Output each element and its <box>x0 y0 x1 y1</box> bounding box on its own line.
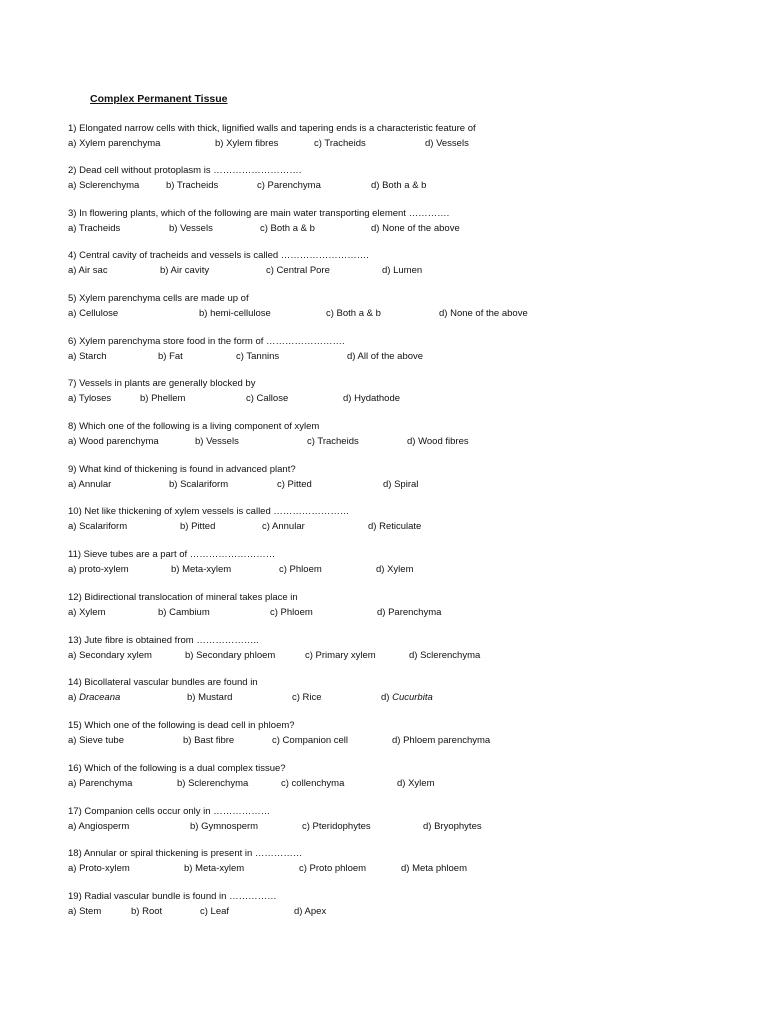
option-c: c) Tracheids <box>307 435 359 447</box>
option-d: d) Bryophytes <box>423 820 482 832</box>
options-row <box>68 649 708 664</box>
question-4 <box>68 249 708 278</box>
page-title: Complex Permanent Tissue <box>90 93 228 105</box>
options-row <box>68 520 708 535</box>
option-a: a) Angiosperm <box>68 820 130 832</box>
option-c: c) Parenchyma <box>257 179 321 191</box>
option-c: c) Companion cell <box>272 734 349 746</box>
option-a: a) Wood parenchyma <box>68 435 159 447</box>
option-a: a) Secondary xylem <box>68 649 152 661</box>
option-b: b) Fat <box>158 350 183 362</box>
option-c: c) Both a & b <box>260 222 315 234</box>
option-b: b) Scalariform <box>169 478 229 490</box>
question-text: 8) Which one of the following is a living component of xylem <box>68 421 320 432</box>
question-6 <box>68 335 708 364</box>
question-12 <box>68 591 708 620</box>
option-b: b) Tracheids <box>166 179 219 191</box>
question-text: 13) Jute fibre is obtained from ……………….. <box>68 635 259 646</box>
question-16 <box>68 762 708 791</box>
question-11 <box>68 548 708 577</box>
option-b: b) Vessels <box>195 435 239 447</box>
question-text: 15) Which one of the following is dead cell in phloem? <box>68 720 295 731</box>
option-d: d) Lumen <box>382 264 423 276</box>
options-row <box>68 862 708 877</box>
question-9 <box>68 463 708 492</box>
option-b: b) hemi-cellulose <box>199 307 271 319</box>
options-row <box>68 179 708 194</box>
options-row <box>68 777 708 792</box>
options-row <box>68 350 708 365</box>
question-1 <box>68 122 708 151</box>
option-d: d) Xylem <box>376 563 414 575</box>
option-b: b) Meta-xylem <box>171 563 232 575</box>
option-b: b) Sclerenchyma <box>177 777 249 789</box>
question-18 <box>68 847 708 876</box>
question-text: 18) Annular or spiral thickening is present in …………… <box>68 848 303 859</box>
option-a: a) Sieve tube <box>68 734 124 746</box>
option-b: b) Gymnosperm <box>190 820 259 832</box>
option-a: a) Proto-xylem <box>68 862 130 874</box>
option-b: b) Bast fibre <box>183 734 235 746</box>
option-b: b) Cambium <box>158 606 210 618</box>
option-d: d) Spiral <box>383 478 419 490</box>
question-2 <box>68 164 708 193</box>
option-d: d) Sclerenchyma <box>409 649 481 661</box>
option-c: c) collenchyma <box>281 777 345 789</box>
option-a: a) Xylem <box>68 606 106 618</box>
question-text: 4) Central cavity of tracheids and vessels is called ………………………. <box>68 250 369 261</box>
question-text: 12) Bidirectional translocation of mineral takes place in <box>68 592 298 603</box>
option-c: c) Both a & b <box>326 307 381 319</box>
option-d: d) Parenchyma <box>377 606 442 618</box>
option-d: d) Wood fibres <box>407 435 469 447</box>
option-c: c) Phloem <box>279 563 322 575</box>
options-row <box>68 563 708 578</box>
options-row <box>68 734 708 749</box>
option-italic-text: Draceana <box>79 691 121 703</box>
options-row <box>68 307 708 322</box>
question-text: 6) Xylem parenchyma store food in the form of ……………………. <box>68 336 345 347</box>
question-text: 5) Xylem parenchyma cells are made up of <box>68 293 249 304</box>
option-a: a) Stem <box>68 905 102 917</box>
question-text: 3) In flowering plants, which of the following are main water transporting element …………. <box>68 208 450 219</box>
option-b: b) Secondary phloem <box>185 649 276 661</box>
option-b: b) Air cavity <box>160 264 210 276</box>
options-row <box>68 222 708 237</box>
option-b: b) Meta-xylem <box>184 862 245 874</box>
option-c: c) Tannins <box>236 350 280 362</box>
option-d: d) None of the above <box>371 222 460 234</box>
question-text: 10) Net like thickening of xylem vessels is called …………………… <box>68 506 350 517</box>
options-row <box>68 435 708 450</box>
option-a: a) Cellulose <box>68 307 119 319</box>
question-10 <box>68 505 708 534</box>
option-a: a) Tracheids <box>68 222 121 234</box>
question-17 <box>68 805 708 834</box>
options-row <box>68 691 708 706</box>
option-c: c) Annular <box>262 520 305 532</box>
options-row <box>68 478 708 493</box>
question-text: 14) Bicollateral vascular bundles are found in <box>68 677 258 688</box>
options-row <box>68 137 708 152</box>
option-d: d) Apex <box>294 905 327 917</box>
option-a: a) Tyloses <box>68 392 112 404</box>
question-19 <box>68 890 708 919</box>
options-row <box>68 264 708 279</box>
option-c: c) Pteridophytes <box>302 820 371 832</box>
option-a: a) Starch <box>68 350 107 362</box>
option-d: d) Reticulate <box>368 520 422 532</box>
option-b: b) Phellem <box>140 392 186 404</box>
question-13 <box>68 634 708 663</box>
option-c: c) Callose <box>246 392 289 404</box>
option-d: d) Cucurbita <box>381 691 433 703</box>
question-7 <box>68 377 708 406</box>
option-c: c) Rice <box>292 691 322 703</box>
option-b: b) Pitted <box>180 520 216 532</box>
question-text: 16) Which of the following is a dual complex tissue? <box>68 763 286 774</box>
option-a: a) proto-xylem <box>68 563 129 575</box>
option-d: d) Meta phloem <box>401 862 468 874</box>
option-b: b) Xylem fibres <box>215 137 279 149</box>
option-d: d) All of the above <box>347 350 424 362</box>
option-d: d) None of the above <box>439 307 528 319</box>
option-b: b) Root <box>131 905 163 917</box>
question-text: 1) Elongated narrow cells with thick, lignified walls and tapering ends is a characteristic feature of <box>68 123 476 134</box>
option-b: b) Vessels <box>169 222 213 234</box>
option-c: c) Leaf <box>200 905 230 917</box>
option-a: a) Sclerenchyma <box>68 179 140 191</box>
option-d: d) Vessels <box>425 137 469 149</box>
question-14 <box>68 676 708 705</box>
option-c: c) Proto phloem <box>299 862 367 874</box>
option-c: c) Phloem <box>270 606 313 618</box>
option-d: d) Xylem <box>397 777 435 789</box>
option-a: a) Air sac <box>68 264 108 276</box>
question-8 <box>68 420 708 449</box>
options-row <box>68 392 708 407</box>
option-a: a) Annular <box>68 478 112 490</box>
question-15 <box>68 719 708 748</box>
options-row <box>68 606 708 621</box>
option-a: a) Parenchyma <box>68 777 133 789</box>
option-c: c) Central Pore <box>266 264 330 276</box>
option-b: b) Mustard <box>187 691 233 703</box>
option-italic-text: Cucurbita <box>392 691 433 703</box>
question-text: 11) Sieve tubes are a part of ……………………… <box>68 549 276 560</box>
options-row <box>68 905 708 920</box>
question-text: 2) Dead cell without protoplasm is ………………………. <box>68 165 302 176</box>
question-text: 19) Radial vascular bundle is found in …………… <box>68 891 277 902</box>
question-5 <box>68 292 708 321</box>
question-text: 17) Companion cells occur only in ……………… <box>68 806 271 817</box>
option-c: c) Pitted <box>277 478 312 490</box>
question-3 <box>68 207 708 236</box>
question-text: 9) What kind of thickening is found in advanced plant? <box>68 464 296 475</box>
question-text: 7) Vessels in plants are generally blocked by <box>68 378 256 389</box>
option-c: c) Tracheids <box>314 137 366 149</box>
option-a: a) Draceana <box>68 691 121 703</box>
option-d: d) Phloem parenchyma <box>392 734 491 746</box>
options-row <box>68 820 708 835</box>
option-c: c) Primary xylem <box>305 649 376 661</box>
option-a: a) Xylem parenchyma <box>68 137 161 149</box>
option-a: a) Scalariform <box>68 520 128 532</box>
option-d: d) Both a & b <box>371 179 427 191</box>
option-d: d) Hydathode <box>343 392 401 404</box>
